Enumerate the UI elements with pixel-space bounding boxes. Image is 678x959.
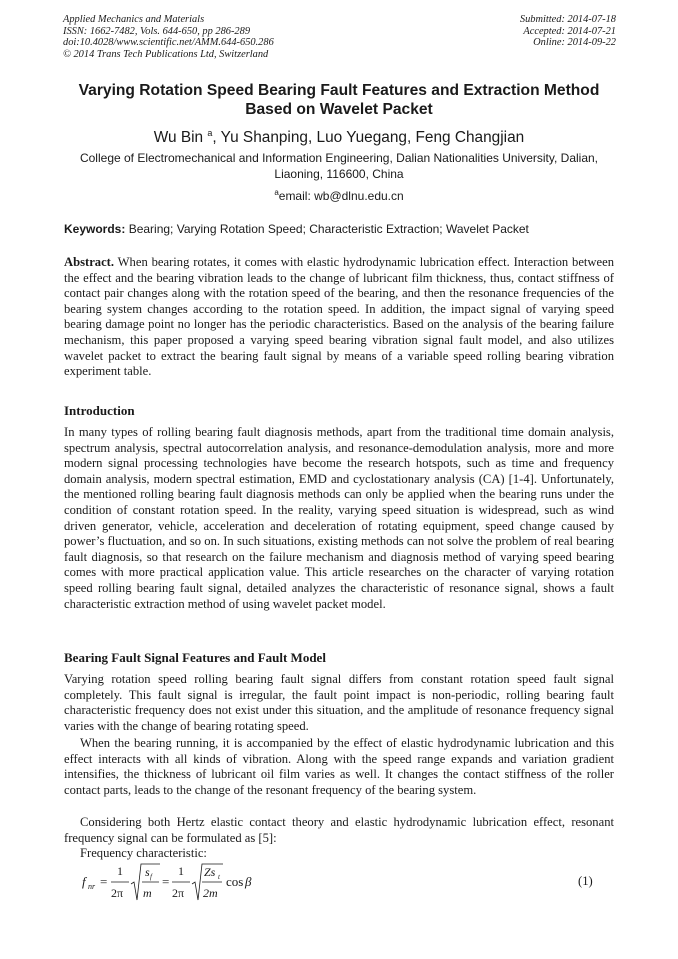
introduction-paragraph: In many types of rolling bearing fault diagnosis methods, apart from the traditional time domain analysis, spectrum analysis, spectral autocorrelation analysis, and resonance-demodulation analysis, more and more modern signal processing technologies have become the research hotspots, such as time and frequency domain analysis, modern spectral estimation, EMD and cyclostationary analysis (CA) [1-4]. Unfortunately, the mentioned rolling bearing fault diagnosis methods can only be applied when the bearing runs under the condition of constant rotation speed. In the reality, varying speed situation is widespread, such as wind driven generator, vehicle, acceleration and deceleration of rotating equipment, speed change caused by power’s fluctuation, and so on. In such situations, existing methods can not solve the problem of real bearing fault diagnosis, so that research on the failure mechanism and diagnosis method of varying speed bearing comes with more practical application value. This article researches on the character of varying rotation speed rolling bearing fault signal, detailed analyzes the characteristic of resonance signal, shows a fault characteristic extraction method of using wavelet packet model. (64, 425, 614, 611)
journal-issn: ISSN: 1662-7482, Vols. 644-650, pp 286-289 (63, 25, 251, 37)
paper-title-line2: Based on Wavelet Packet (245, 101, 433, 118)
frequency-characteristic-label: Frequency characteristic: (80, 846, 207, 860)
fault-model-paragraph-2-text: When the bearing running, it is accompanied by the effect of elastic hydrodynamic lubrication and this effect interacts with all kinds of vibration. Along with the speed range expands and variation gradient intensifies, the thickness of lubricant oil film varies as well. It changes the contact stiffness of the roller contact parts, leads to the change of the resonant frequency of the bearing system. (64, 736, 614, 797)
fault-model-paragraph-3-text: Considering both Hertz elastic contact theory and elastic hydrodynamic lubrication effect, resonant frequency signal can be formulated as [5]: (64, 815, 614, 845)
eq-denominator-2: 2π (172, 886, 185, 900)
author-email (60, 185, 618, 204)
author-list (60, 123, 618, 148)
eq-numerator-2: 1 (178, 864, 184, 878)
fault-model-paragraph-2 (64, 736, 614, 798)
submitted-date: Submitted: 2014-07-18 (519, 14, 616, 25)
eq-sqrt1-denominator: m (143, 886, 152, 900)
journal-copyright: © 2014 Trans Tech Publications Ltd, Switzerland (63, 48, 269, 60)
eq-lhs: f (82, 874, 86, 889)
fault-model-paragraph-1: Varying rotation speed rolling bearing fault signal differs from constant rotation speed fault signal completely. This fault signal is irregular, the fault point impact is non-periodic, rolling bearing fault characteristic frequency does not exist under this situation, and the amplitude of resonance frequency signal varies with the change of bearing rotating speed. (64, 672, 614, 733)
eq-cos: cos (226, 874, 244, 889)
eq-sqrt2-numerator: Zs (204, 865, 216, 879)
author-affiliation-mark: a (207, 128, 213, 138)
email-text: email: wb@dlnu.edu.cn (278, 189, 404, 203)
section-heading-fault-model: Bearing Fault Signal Features and Fault Model (64, 650, 326, 665)
keywords (64, 221, 616, 237)
fault-model-paragraph-3 (64, 815, 614, 846)
abstract-text: When bearing rotates, it comes with elastic hydrodynamic lubrication effect. Interaction between the effect and the bearing vibration leads to the change of lubricant film thickness, thus, contact stiffness of contact pair changes along with the rotation speed of the bearing, and then the resonance frequencies of the bearing system changes according to the rotation speed. In addition, the impact signal of varying speed bearing damage point no longer has the periodic characteristics. Based on the analysis of the bearing failure mechanism, this paper proposed a varying speed bearing vibration signal fault model, and also utilizes wavelet packet to extract the bearing fault signal by means of a variable speed rolling bearing vibration experiment table. (64, 255, 614, 379)
journal-doi: doi:10.4028/www.scientific.net/AMM.644-650.286 (63, 37, 274, 49)
eq-denominator-1: 2π (111, 886, 124, 900)
eq-lhs-subscript: nr (88, 882, 96, 891)
email-mark: a (274, 188, 279, 197)
online-date: Online: 2014-09-22 (533, 37, 616, 49)
eq-numerator-1: 1 (117, 864, 123, 878)
affiliation: College of Electromechanical and Information Engineering, Dalian Nationalities University, Dalian, Liaoning, 116600, China (79, 151, 599, 181)
accepted-date: Accepted: 2014-07-21 (523, 25, 616, 37)
equation-1 (82, 860, 262, 904)
journal-info (63, 14, 274, 60)
abstract (64, 255, 614, 380)
journal-name: Applied Mechanics and Materials (63, 14, 205, 25)
eq-sqrt2-subscript: t (218, 873, 220, 881)
paper-title-line1: Varying Rotation Speed Bearing Fault Features and Extraction Method (78, 82, 600, 99)
keywords-label: Keywords: (64, 222, 126, 236)
keywords-text: Bearing; Varying Rotation Speed; Characteristic Extraction; Wavelet Packet (125, 222, 529, 236)
other-authors: , Yu Shanping, Luo Yuegang, Feng Changjian (212, 129, 525, 147)
eq-sqrt1-subscript: f (150, 873, 152, 881)
eq-sqrt1-numerator: s (145, 865, 150, 879)
eq-beta: β (245, 874, 252, 889)
equation-number: (1) (578, 874, 593, 888)
eq-equals-1: = (100, 874, 108, 889)
eq-equals-2: = (162, 874, 170, 889)
first-author: Wu Bin (153, 129, 204, 147)
submission-dates (520, 14, 616, 49)
paper-title (60, 81, 618, 119)
section-heading-introduction: Introduction (64, 403, 135, 418)
abstract-label: Abstract. (64, 255, 115, 269)
eq-sqrt2-denominator: 2m (203, 886, 218, 900)
